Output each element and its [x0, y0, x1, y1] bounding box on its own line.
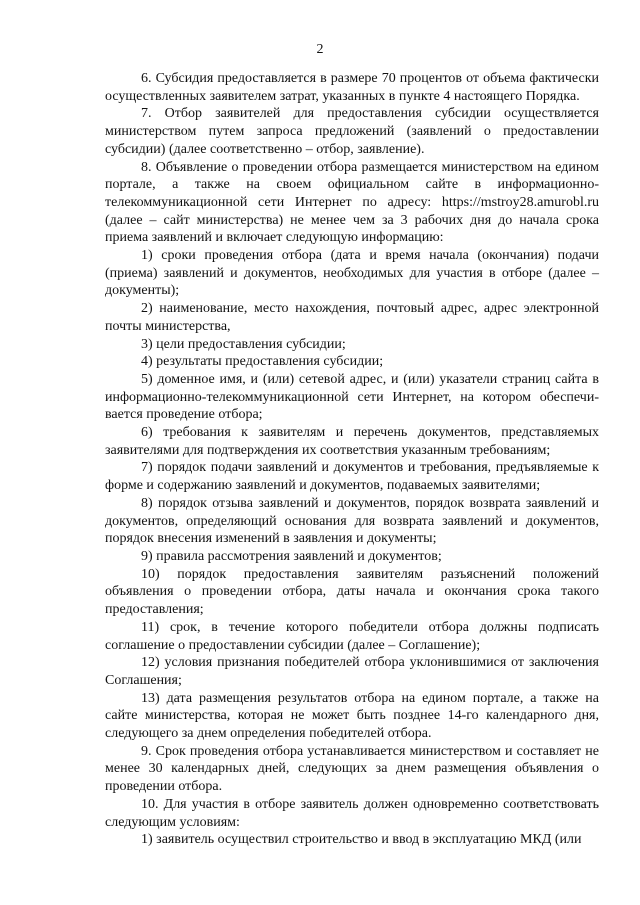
condition-item-1: 1) заявитель осуществил строительство и ввод в эксплуатацию МКД (или [141, 832, 582, 848]
list-item-8: 8) порядок отзыва заявлений и документов, порядок возврата заявлений и документов, определяющий основания для возврата заявлений и документов, порядок внесения изменений в заявления и документы; [105, 495, 599, 547]
document-body [105, 70, 599, 849]
list-item-2: 2) наименование, место нахождения, почтовый адрес, адрес электронной почты министерства, [105, 301, 599, 334]
list-item-12: 12) условия признания победителей отбора уклонившимися от заключения Соглашения; [105, 655, 599, 688]
list-item-9: 9) правила рассмотрения заявлений и документов; [141, 548, 442, 564]
paragraph-clause-6: 6. Субсидия предоставляется в размере 70 процентов от объема фактически осуществленных заявителем затрат, указанных в пункте 4 настоящего Порядка. [105, 71, 599, 104]
list-item-6: 6) требования к заявителям и перечень документов, представляемых заявителями для подтверждения их соответствия указанным требованиям; [105, 425, 599, 458]
page-number: 2 [316, 42, 324, 57]
paragraph-clause-9: 9. Срок проведения отбора устанавливается министерством и составляет не менее 30 календарных дней, следующих за днем размещения объявления о проведении отбора. [105, 743, 599, 795]
list-item-4: 4) результаты предоставления субсидии; [141, 354, 384, 370]
list-item-3: 3) цели предоставления субсидии; [141, 336, 346, 352]
list-item-5: 5) доменное имя, и (или) сетевой адрес, и (или) указатели страниц сайта в информационно-телекоммуникационной сети Интернет, на котором обеспечивается проведение отбора; [105, 371, 599, 423]
paragraph-clause-10: 10. Для участия в отборе заявитель должен одновременно соответствовать следующим условиям: [105, 796, 599, 830]
list-item-11: 11) срок, в течение которого победители отбора должны подписать соглашение о предоставлении субсидии (далее – Соглашение); [105, 619, 599, 653]
list-item-1: 1) сроки проведения отбора (дата и время начала (окончания) подачи (приема) заявлений и документов, необходимых для участия в отборе (далее – документы); [105, 248, 599, 299]
paragraph-clause-7: 7. Отбор заявителей для предоставления субсидии осуществляется министерством путем запроса предложений (заявлений о предоставлении субсидии) (далее соответственно – отбор, заявление). [105, 106, 599, 157]
list-item-10: 10) порядок предоставления заявителям разъяснений положений объявления о проведении отбора, даты начала и окончания срока такого предоставления; [105, 566, 599, 618]
paragraph-clause-8: 8. Объявление о проведении отбора размещается министерством на едином портале, а также на своем официальном сайте в информационно-телекоммуникационной сети Интернет по адресу: https://mstroy28.amurobl.ru (далее – сайт министерства) не менее чем за 3 рабочих дня до начала срока приема заявлений и включает следующую информацию: [105, 159, 599, 246]
list-item-7: 7) порядок подачи заявлений и документов и требования, предъявляемые к форме и содержанию заявлений и документов, подаваемых заявителями; [105, 460, 599, 494]
list-item-13: 13) дата размещения результатов отбора на едином портале, а также на сайте министерства, которая не может быть позднее 14-го календарного дня, следующего за днем определения победителей отбора. [105, 690, 599, 742]
